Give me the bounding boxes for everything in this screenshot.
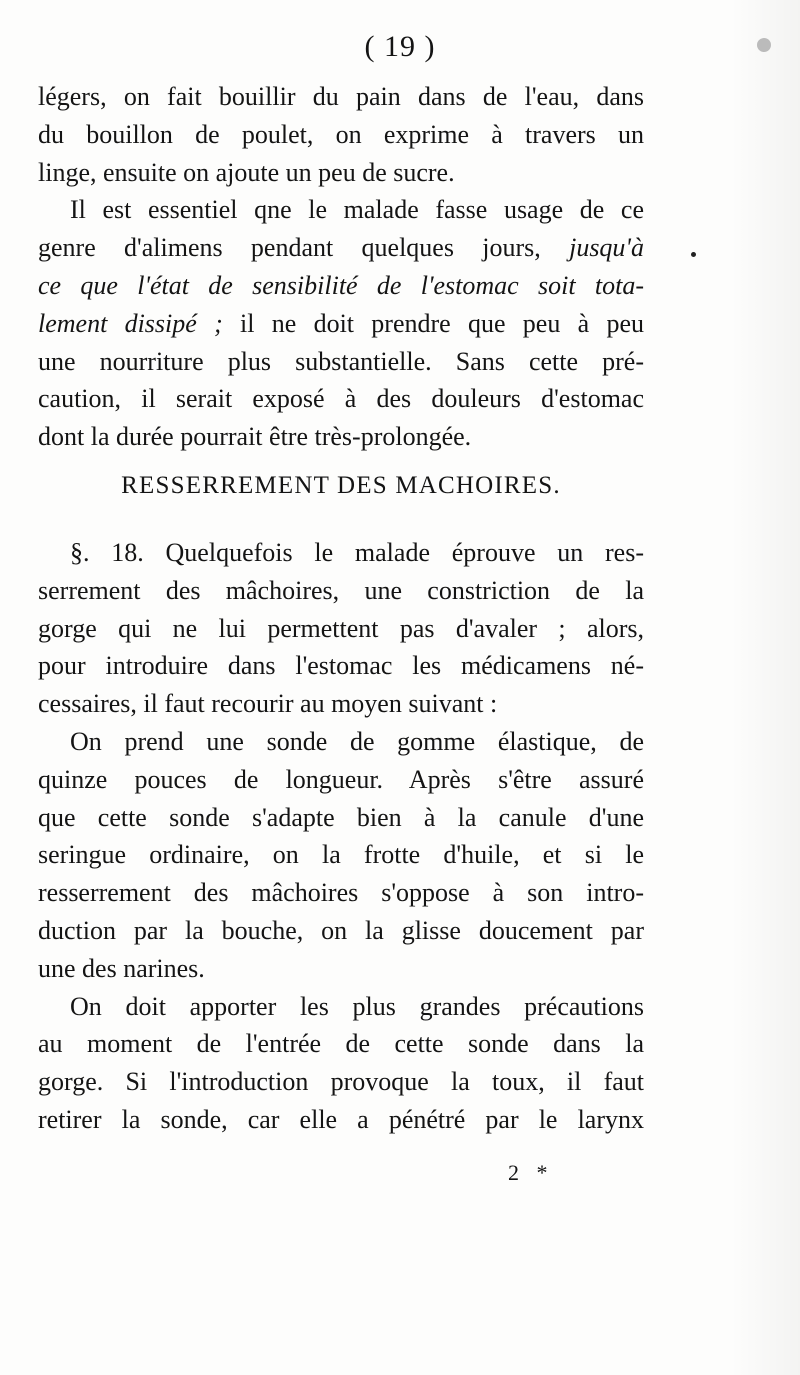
text-line: que cette sonde s'adapte bien à la canule d'une [38,802,644,832]
text-line: une nourriture plus substantielle. Sans cette pré- [38,346,644,376]
italic-run: jusqu'à [569,233,644,263]
paragraph [38,534,644,723]
text-line: §. 18. Quelquefois le malade éprouve un res- [70,537,644,567]
text-line: seringue ordinaire, on la frotte d'huile, et si le [38,840,644,870]
text-line: du bouillon de poulet, on exprime à travers un [38,119,644,149]
text-line: gorge. Si l'introduction provoque la toux, il faut [38,1067,644,1097]
spacer [38,508,644,534]
text-line: duction par la bouche, on la glisse doucement par [38,915,644,945]
text-line: serrement des mâchoires, une constriction de la [38,575,644,605]
text-line: linge, ensuite on ajoute un peu de sucre. [38,157,455,187]
text-line [38,267,644,305]
text-line: cessaires, il faut recourir au moyen suivant : [38,689,498,719]
text-run: il ne doit prendre que peu à peu [222,308,644,338]
text-line: Il est essentiel qne le malade fasse usage de ce [70,195,644,225]
spacer [38,456,644,464]
body-text [38,78,644,1139]
signature-mark: 2 * [508,1160,554,1185]
paragraph [38,723,644,988]
ink-speck [691,252,696,257]
paragraph [38,78,644,191]
italic-run: ce que l'état de sensibilité de l'estomac soit tota- [38,270,644,300]
text-line: pour introduire dans l'estomac les médicamens né- [38,651,644,681]
text-line: On doit apporter les plus grandes précautions [70,991,644,1021]
text-line: retirer la sonde, car elle a pénétré par le larynx [38,1104,644,1134]
text-line: caution, il serait exposé à des douleurs d'estomac [38,384,644,414]
paragraph [38,191,644,456]
text-line: quinze pouces de longueur. Après s'être assuré [38,764,644,794]
text-line: gorge qui ne lui permettent pas d'avaler ; alors, [38,613,644,643]
text-run: genre d'alimens pendant quelques jours, [38,233,570,263]
text-line: On prend une sonde de gomme élastique, de [70,726,644,756]
paragraph [38,988,644,1139]
text-line [38,305,644,343]
text-line: légers, on fait bouillir du pain dans de l'eau, dans [38,82,644,111]
italic-run: lement dissipé ; [38,308,223,338]
text-line: resserrement des mâchoires s'oppose à son intro- [38,878,644,908]
text-line: au moment de l'entrée de cette sonde dans la [38,1029,644,1059]
page-gutter-shadow [730,0,800,1375]
text-line: dont la durée pourrait être très-prolongée. [38,422,472,452]
text-line: une des narines. [38,953,205,983]
text-line [38,229,644,267]
section-heading: RESSERREMENT DES MACHOIRES. [121,471,561,499]
page-number: ( 19 ) [364,30,436,63]
